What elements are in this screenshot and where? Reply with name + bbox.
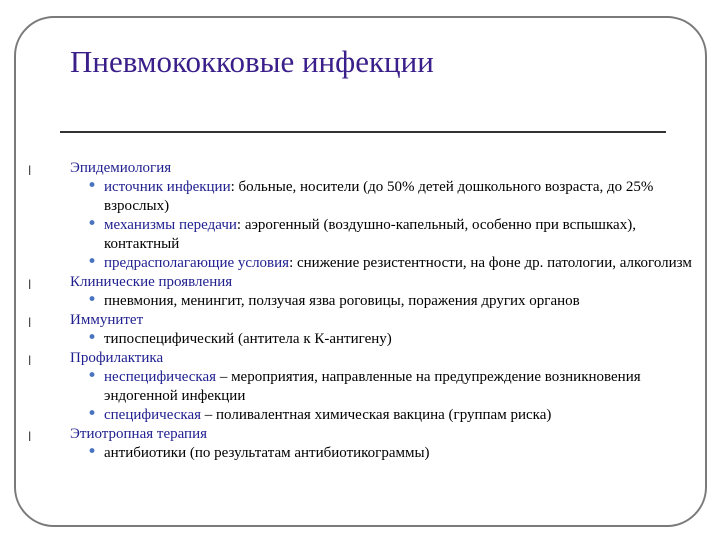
item-text: : больные, носители (до 50% детей дошкольного возраста, до 25% взрослых) — [104, 179, 654, 214]
list-item — [70, 216, 698, 254]
slide-title: Пневмококковые инфекции — [70, 44, 434, 79]
section-title: Профилактика — [70, 350, 164, 366]
section-title: Клинические проявления — [70, 274, 233, 290]
title-divider — [60, 131, 666, 133]
section-epidemiology — [28, 159, 698, 273]
item-text: антибиотики (по результатам антибиотикограммы) — [104, 445, 430, 461]
sub-bullet: • — [87, 366, 98, 386]
sub-bullet: • — [87, 252, 98, 272]
section-bullet: l — [28, 316, 32, 330]
sub-bullet: • — [87, 328, 98, 348]
section-bullet: l — [28, 354, 32, 368]
item-highlight: источник инфекции — [104, 179, 231, 195]
list-item — [70, 368, 698, 406]
item-text: типоспецифический (антитела к К-антигену) — [104, 331, 392, 347]
section-therapy — [28, 425, 698, 463]
list-item — [70, 178, 698, 216]
item-text: : аэрогенный (воздушно-капельный, особенно при вспышках), контактный — [104, 217, 636, 252]
section-bullet: l — [28, 164, 32, 178]
list-item — [70, 444, 698, 463]
item-text: пневмония, менингит, ползучая язва роговицы, поражения других органов — [104, 293, 580, 309]
list-item — [70, 406, 698, 425]
item-text: – мероприятия, направленные на предупреждение возникновения эндогенной инфекции — [104, 369, 641, 404]
sub-bullet: • — [87, 214, 98, 234]
item-text: : снижение резистентности, на фоне др. патологии, алкоголизм — [289, 255, 692, 271]
item-highlight: механизмы передачи — [104, 217, 237, 233]
section-title: Иммунитет — [70, 312, 144, 328]
section-title: Эпидемиология — [70, 160, 172, 176]
slide-content — [28, 159, 698, 463]
list-item — [70, 292, 698, 311]
section-title: Этиотропная терапия — [70, 426, 208, 442]
section-immunity — [28, 311, 698, 349]
item-highlight: предрасполагающие условия — [104, 255, 290, 271]
sub-bullet: • — [87, 176, 98, 196]
sub-bullet: • — [87, 442, 98, 462]
list-item — [70, 330, 698, 349]
section-prophylaxis — [28, 349, 698, 425]
item-text: – поливалентная химическая вакцина (группам риска) — [201, 407, 552, 423]
item-highlight: неспецифическая — [104, 369, 217, 385]
section-bullet: l — [28, 278, 32, 292]
list-item — [70, 254, 698, 273]
item-highlight: специфическая — [104, 407, 201, 423]
section-bullet: l — [28, 430, 32, 444]
sub-bullet: • — [87, 290, 98, 310]
section-clinical — [28, 273, 698, 311]
sub-bullet: • — [87, 404, 98, 424]
